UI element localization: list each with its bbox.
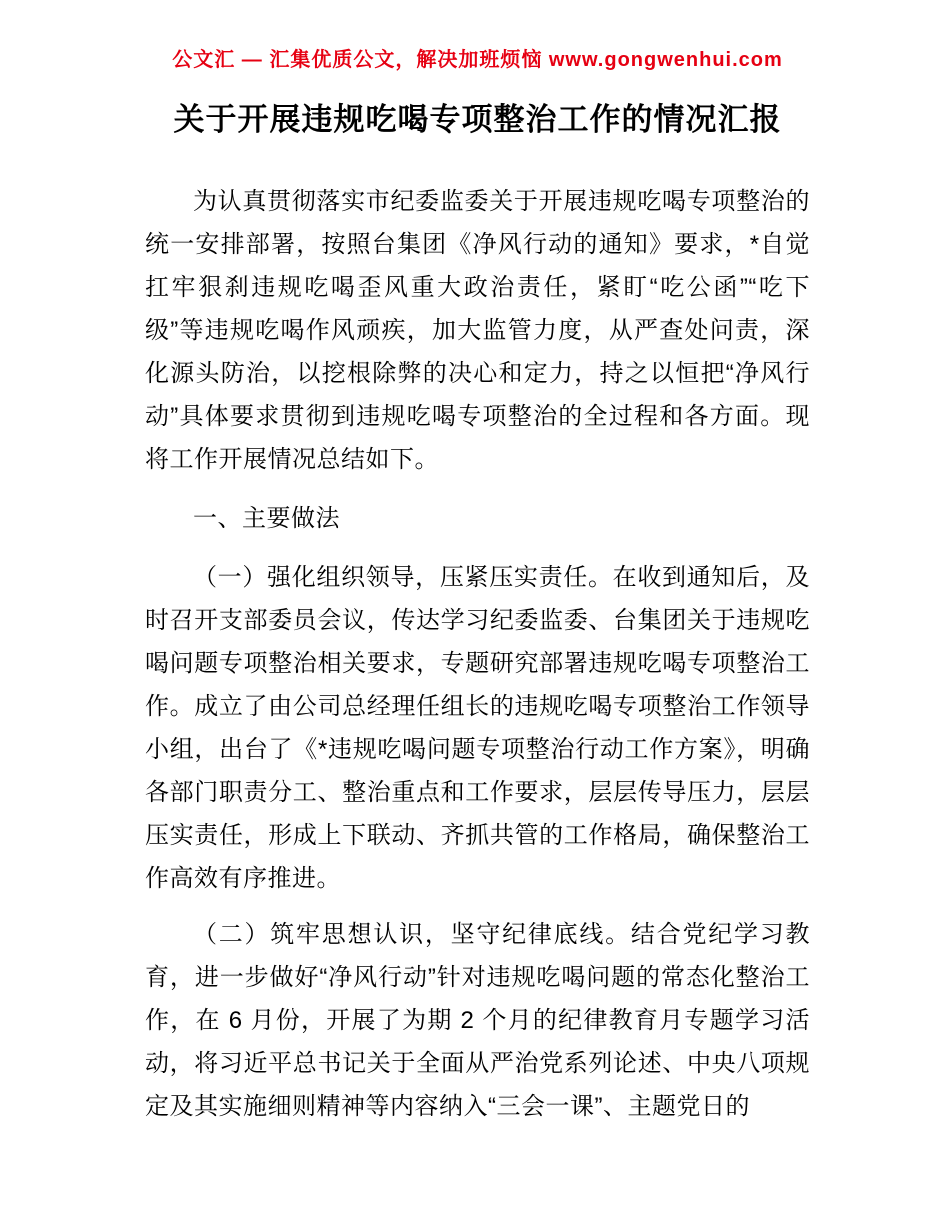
section-1-paragraph-1: （一）强化组织领导，压紧压实责任。在收到通知后，及时召开支部委员会议，传达学习纪委监委、台集团关于违规吃喝问题专项整治相关要求，专题研究部署违规吃喝专项整治工作。成立了由公司总经理任组长的违规吃喝专项整治工作领导小组，出台了《*违规吃喝问题专项整治行动工作方案》，明确各部门职责分工、整治重点和工作要求，层层传导压力，层层压实责任，形成上下联动、齐抓共管的工作格局，确保整治工作高效有序推进。: [145, 564, 810, 892]
site-watermark-notice: 公文汇 — 汇集优质公文，解决加班烦恼 www.gongwenhui.com: [172, 49, 783, 71]
section-1-heading: 一、主要做法: [193, 505, 340, 532]
document-title: 关于开展违规吃喝专项整治工作的情况汇报: [173, 102, 782, 137]
section-1-paragraph-2: （二）筑牢思想认识，坚守纪律底线。结合党纪学习教育，进一步做好“净风行动”针对违规吃喝问题的常态化整治工作，在 6 月份，开展了为期 2 个月的纪律教育月专题学习活动，将习近平总书记关于全面从严治党系列论述、中央八项规定及其实施细则精神等内容纳入“三会一课”、主题党日的: [145, 921, 810, 1120]
intro-paragraph: 为认真贯彻落实市纪委监委关于开展违规吃喝专项整治的统一安排部署，按照台集团《净风行动的通知》要求，*自觉扛牢狠刹违规吃喝歪风重大政治责任，紧盯“吃公函”“吃下级”等违规吃喝作风顽疾，加大监管力度，从严查处问责，深化源头防治，以挖根除弊的决心和定力，持之以恒把“净风行动”具体要求贯彻到违规吃喝专项整治的全过程和各方面。现将工作开展情况总结如下。: [145, 188, 810, 473]
